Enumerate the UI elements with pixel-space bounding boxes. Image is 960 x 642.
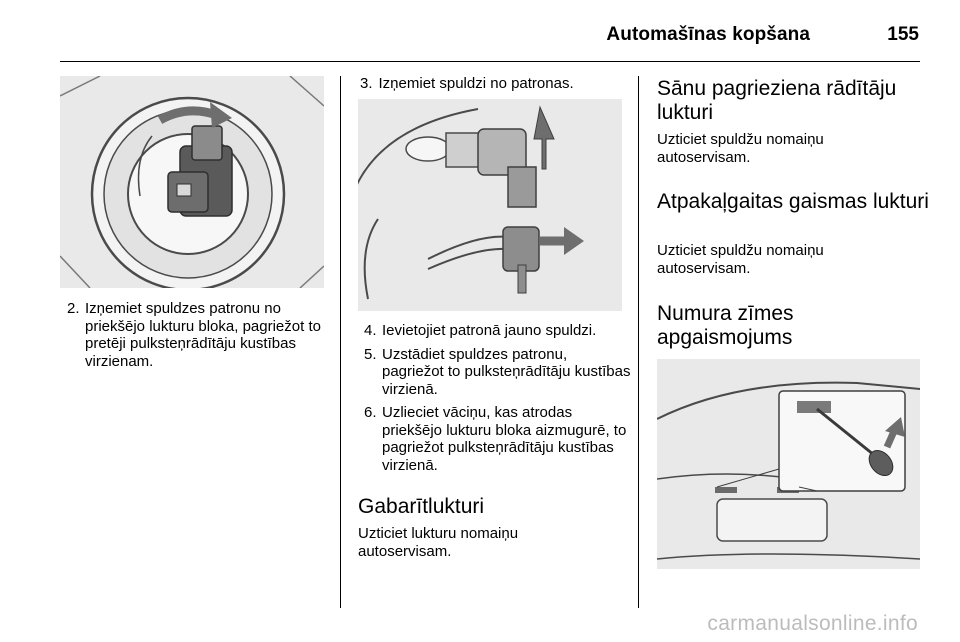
step-number: 2. — [67, 300, 80, 317]
section-body-atpakalgaitas: Uzticiet spuldžu nomaiņu autoservisam. — [657, 242, 824, 277]
step-item — [357, 346, 632, 399]
watermark: carmanualsonline.info — [707, 612, 918, 635]
page-header-title: Automašīnas kopšana — [606, 24, 810, 45]
step-text: Uzlieciet vāciņu, kas atrodas priekšējo lukturu bloka aizmugurē, to pagriežot pulksteņrādītāju kustības virzienā. — [382, 404, 627, 474]
col1-step-list — [60, 300, 330, 376]
step-number: 5. — [364, 345, 377, 363]
header-divider — [60, 61, 920, 62]
section-body-sanu-pagrieziena: Uzticiet spuldžu nomaiņu autoservisam. — [657, 131, 824, 166]
section-title-sanu-pagrieziena: Sānu pagrieziena rādītāju lukturi — [657, 77, 897, 124]
step-item — [60, 300, 330, 370]
col2-step-list — [357, 322, 632, 480]
step-item — [357, 322, 632, 340]
section-title-gabaritlukturi: Gabarītlukturi — [358, 495, 485, 518]
step-text: Ievietojiet patronā jauno spuldzi. — [382, 322, 597, 339]
section-body-gabaritlukturi: Uzticiet lukturu nomaiņu autoservisam. — [358, 525, 519, 560]
bulb-socket-illustration — [358, 99, 622, 311]
step-item — [357, 404, 632, 474]
headlamp-bulb-holder-illustration — [60, 76, 324, 288]
section-title-numura-zimes: Numura zīmes apgaismojums — [657, 302, 794, 349]
step-text: Izņemiet spuldzes patronu no priekšējo lukturu bloka, pagriežot to pretēji pulksteņrādītāju kustības virzienam. — [85, 300, 321, 370]
column-divider-1 — [340, 76, 341, 608]
page-number: 155 — [887, 24, 919, 45]
section-title-atpakalgaitas: Atpakaļgaitas gaismas lukturi — [657, 190, 929, 213]
step-text: Uzstādiet spuldzes patronu, pagriežot to pulksteņrādītāju kustības virzienā. — [382, 345, 631, 398]
license-plate-lamp-illustration — [657, 359, 920, 569]
step-number: 3. — [360, 75, 373, 92]
step-number: 4. — [364, 322, 377, 339]
step-number: 6. — [364, 404, 377, 421]
step-3 — [360, 75, 574, 93]
column-divider-2 — [638, 76, 639, 608]
step-text: Izņemiet spuldzi no patronas. — [378, 75, 574, 92]
